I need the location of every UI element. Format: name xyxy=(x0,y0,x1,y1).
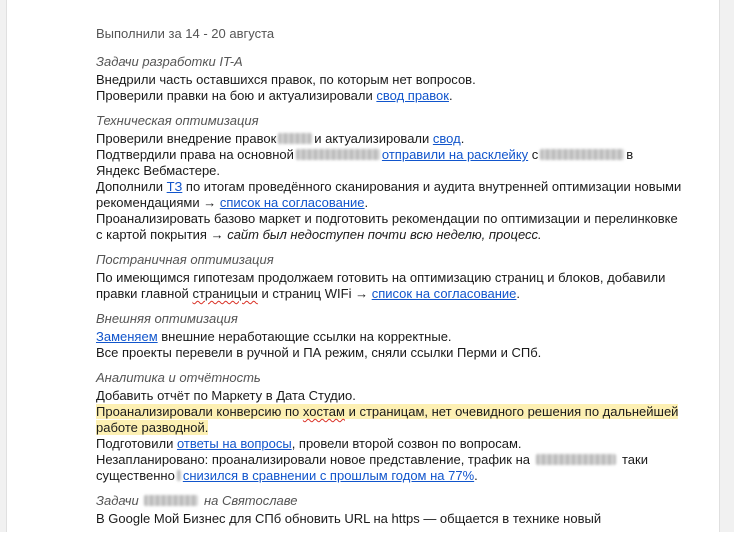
text-line xyxy=(96,329,656,345)
text-line: Проанализировать базово маркет и подготовить рекомендации по оптимизации и перелинковке xyxy=(96,211,678,226)
text-span: правки главной xyxy=(96,286,193,301)
section-title-it-dev: Задачи разработки IT-A xyxy=(96,54,243,69)
redacted-text xyxy=(296,149,380,160)
section-page-optimization xyxy=(96,252,666,302)
text-span: по итогам проведённого сканирования и аудита внутренней оптимизации новыми xyxy=(182,179,682,194)
redacted-text xyxy=(278,133,312,144)
text-line xyxy=(96,195,656,211)
section-title-svyatoslav xyxy=(96,493,656,509)
text-line xyxy=(96,436,656,452)
highlighted-text xyxy=(96,404,678,419)
document-body xyxy=(96,26,682,536)
section-it-dev xyxy=(96,54,656,104)
text-span: . xyxy=(460,131,465,146)
redacted-text xyxy=(177,470,181,481)
section-title-external: Внешняя оптимизация xyxy=(96,311,238,326)
link-svod[interactable]: свод xyxy=(432,131,461,146)
section-title-page: Постраничная оптимизация xyxy=(96,252,274,267)
text-span: и страниц WIFi → xyxy=(257,286,372,301)
text-line xyxy=(96,147,656,163)
text-line xyxy=(96,468,656,484)
text-span: Подготовили xyxy=(96,436,177,451)
redacted-text xyxy=(144,495,198,506)
section-title-analytics: Аналитика и отчётность xyxy=(96,370,261,385)
section-svyatoslav-tasks xyxy=(96,493,656,527)
text-line xyxy=(96,404,679,420)
text-span: Проверили правки на бою и актуализировали xyxy=(96,88,377,103)
text-span: Проверили внедрение правок xyxy=(96,131,277,146)
text-line: Внедрили часть оставшихся правок, по которым нет вопросов. xyxy=(96,72,476,87)
section-tech-optimization xyxy=(96,113,682,243)
link-spisok-na-soglasovanie[interactable]: список на согласование xyxy=(219,195,365,210)
text-span: рекомендациями → xyxy=(96,195,220,210)
text-line: По имеющимся гипотезам продолжаем готовить на оптимизацию страниц и блоков, добавили xyxy=(96,270,666,285)
text-line: В Google Мой Бизнес для СПб обновить URL на https — общается в технике новый xyxy=(96,511,602,526)
text-span: Незапланировано: проанализировали новое представление, трафик на xyxy=(96,452,530,467)
text-line xyxy=(96,420,656,436)
text-span: . xyxy=(448,88,453,103)
link-tz[interactable]: ТЗ xyxy=(166,179,183,194)
text-span: Задачи xyxy=(96,493,139,508)
text-line xyxy=(96,452,656,468)
text-line xyxy=(96,227,656,243)
text-span: существенно xyxy=(96,468,175,483)
text-span: внешние неработающие ссылки на корректные. xyxy=(157,329,452,344)
highlighted-text: работе разводной. xyxy=(96,420,209,435)
link-spisok-na-soglasovanie-2[interactable]: список на согласование xyxy=(371,286,517,301)
spellcheck-word: хостам xyxy=(302,404,345,419)
text-span: в xyxy=(626,147,634,162)
link-snizilsya[interactable]: снизился в сравнении с прошлым годом на 77% xyxy=(182,468,475,483)
text-span: Проанализировали конверсию по xyxy=(96,404,303,419)
text-span: и актуализировали xyxy=(314,131,433,146)
link-otvety-na-voprosy[interactable]: ответы на вопросы xyxy=(176,436,292,451)
text-line: Яндекс Вебмастере. xyxy=(96,163,221,178)
text-span: . xyxy=(364,195,369,210)
text-line xyxy=(96,286,656,302)
text-line xyxy=(96,179,682,195)
right-scroll-gutter xyxy=(719,0,734,532)
section-title-tech: Техническая оптимизация xyxy=(96,113,259,128)
text-span: и страницам, нет очевидного решения по дальнейшей xyxy=(344,404,679,419)
text-span: Подтвердили права на основной xyxy=(96,147,294,162)
section-external-optimization xyxy=(96,311,656,361)
text-span: с xyxy=(528,147,539,162)
text-span: , провели второй созвон по вопросам. xyxy=(291,436,522,451)
text-span: . xyxy=(474,468,478,483)
text-span: с картой покрытия → xyxy=(96,227,228,242)
text-span: на Святославе xyxy=(203,493,298,508)
text-line xyxy=(96,131,656,147)
italic-note: сайт был недоступен почти всю неделю, процесс. xyxy=(227,227,542,242)
left-page-gutter xyxy=(0,0,7,532)
link-svod-pravok[interactable]: свод правок xyxy=(376,88,449,103)
redacted-text xyxy=(540,149,624,160)
redacted-text xyxy=(536,454,616,465)
text-line xyxy=(96,88,656,104)
text-line: Все проекты перевели в ручной и ПА режим, сняли ссылки Перми и СПб. xyxy=(96,345,542,360)
text-line: Добавить отчёт по Маркету в Дата Студио. xyxy=(96,388,356,403)
text-span: . xyxy=(516,286,520,301)
report-title: Выполнили за 14 - 20 августа xyxy=(96,26,275,41)
link-zamenyaem[interactable]: Заменяем xyxy=(96,329,158,344)
text-span: таки xyxy=(622,452,648,467)
section-analytics xyxy=(96,370,679,484)
spellcheck-word: страницыи xyxy=(192,286,258,301)
link-otpravili-na-rasklejku[interactable]: отправили на расклейку xyxy=(381,147,529,162)
text-span: Дополнили xyxy=(96,179,167,194)
